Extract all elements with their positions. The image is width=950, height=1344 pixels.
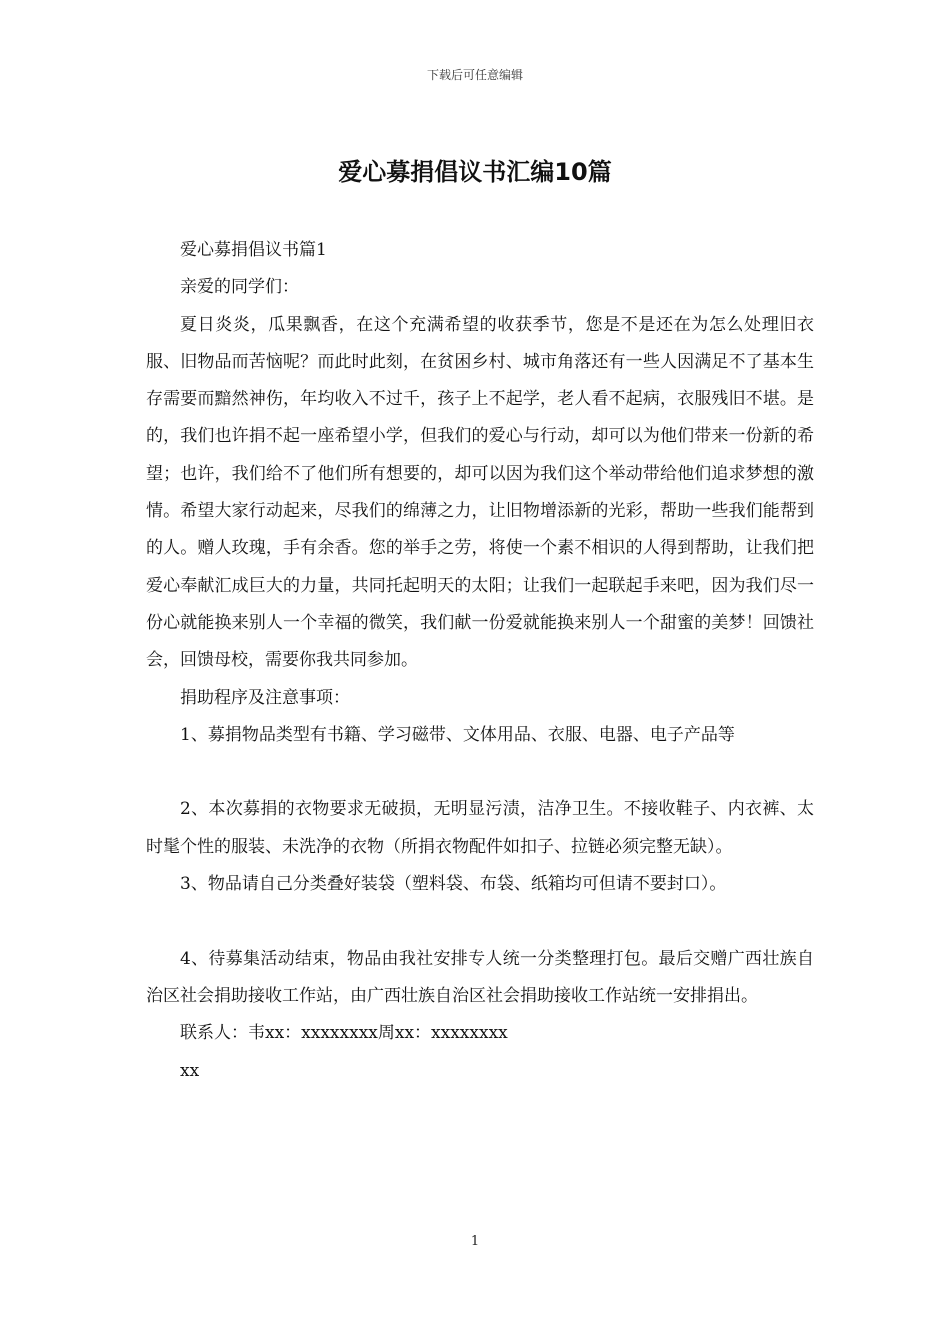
procedure-item-1: 1、募捐物品类型有书籍、学习磁带、文体用品、衣服、电器、电子产品等 (180, 724, 735, 745)
main-paragraph: 夏日炎炎，瓜果飘香，在这个充满希望的收获季节，您是不是还在为怎么处理旧衣服、旧物品而苦恼呢？而此时此刻，在贫困乡村、城市角落还有一些人因满足不了基本生存需要而黯然神伤，年均收入不过千，孩子上不起学，老人看不起病，衣服残旧不堪。是的，我们也许捐不起一座希望小学，但我们的爱心与行动，却可以为他们带来一份新的希望；也许，我们给不了他们所有想要的，却可以因为我们这个举动带给他们追求梦想的激情。希望大家行动起来，尽我们的绵薄之力，让旧物增添新的光彩，帮助一些我们能帮到的人。赠人玫瑰，手有余香。您的举手之劳，将使一个素不相识的人得到帮助，让我们把爱心奉献汇成巨大的力量，共同托起明天的太阳；让我们一起联起手来吧，因为我们尽一份心就能换来别人一个幸福的微笑，我们献一份爱就能换来别人一个甜蜜的美梦！回馈社会，回馈母校，需要你我共同参加。 (146, 314, 814, 671)
document-title: 爱心募捐倡议书汇编10篇 (338, 158, 612, 186)
procedure-item-2: 2、本次募捐的衣物要求无破损，无明显污渍，洁净卫生。不接收鞋子、内衣裤、太时髦个性的服装、未洗净的衣物（所捐衣物配件如扣子、拉链必须完整无缺）。 (146, 799, 814, 857)
document-body (146, 232, 814, 1090)
procedure-item-3: 3、物品请自己分类叠好装袋（塑料袋、布袋、纸箱均可但请不要封口）。 (180, 874, 727, 895)
greeting: 亲爱的同学们： (180, 277, 299, 298)
section-heading: 爱心募捐倡议书篇1 (180, 240, 327, 260)
header-note: 下载后可任意编辑 (426, 68, 523, 82)
procedure-heading: 捐助程序及注意事项： (180, 687, 350, 708)
contact-line: 联系人：韦xx：xxxxxxxx周xx：xxxxxxxx (180, 1023, 508, 1044)
page-number: 1 (470, 1234, 480, 1249)
procedure-item-4: 4、待募集活动结束，物品由我社安排专人统一分类整理打包。最后交赠广西壮族自治区社会捐助接收工作站，由广西壮族自治区社会捐助接收工作站统一安排捐出。 (146, 948, 814, 1006)
trailing-line: xx (180, 1060, 200, 1081)
